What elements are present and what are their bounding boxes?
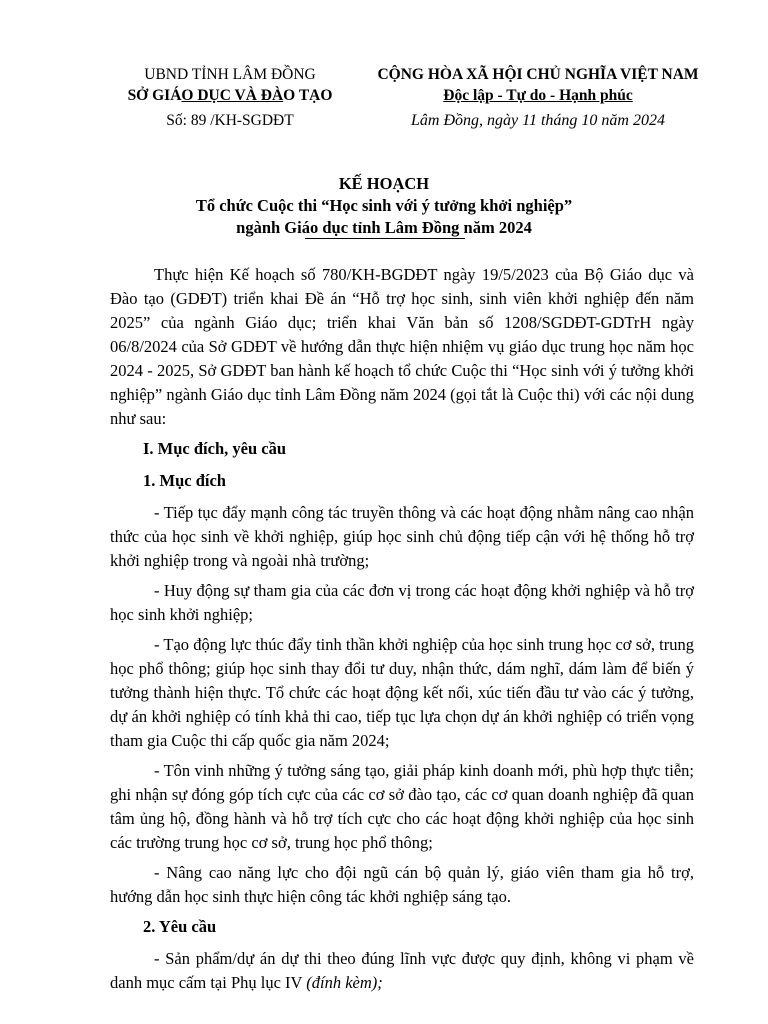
document-title-line-2: ngành Giáo dục tỉnh Lâm Đồng năm 2024 <box>236 218 532 237</box>
requirement-item <box>110 947 694 995</box>
issuing-authority-block <box>100 64 360 130</box>
national-motto: Độc lập - Tự do - Hạnh phúc <box>443 87 633 104</box>
purpose-item: - Tạo động lực thúc đẩy tinh thần khởi nghiệp của học sinh trung học cơ sở, trung học phổ thông; giúp học sinh thay đổi tư duy, nhận thức, dám nghĩ, dám làm để biến ý tưởng thành hiện thực. Tổ chức các hoạt động kết nối, xúc tiến đầu tư vào các ý tưởng, dự án khởi nghiệp có tính khả thi cao, tiếp tục lựa chọn dự án khởi nghiệp có triển vọng tham gia Cuộc thi cấp quốc gia năm 2024; <box>110 635 694 750</box>
document-number: Số: 89 /KH-SGDĐT <box>166 112 294 129</box>
national-heading-block <box>352 64 724 130</box>
section-heading-purpose-requirements: I. Mục đích, yêu cầu <box>143 439 287 458</box>
document-body <box>110 263 694 1001</box>
issue-date: Lâm Đồng, ngày 11 tháng 10 năm 2024 <box>411 112 665 129</box>
department-name-part-3: O TẠO <box>283 87 333 104</box>
parent-agency: UBND TỈNH LÂM ĐỒNG <box>144 66 316 83</box>
department-name-part-1: SỞ GIÁ <box>127 87 182 104</box>
title-underline-rule <box>305 238 465 239</box>
national-title: CỘNG HÒA XÃ HỘI CHỦ NGHĨA VIỆT NAM <box>377 66 699 83</box>
document-title-line-1: Tổ chức Cuộc thi “Học sinh với ý tưởng khởi nghiệp” <box>195 196 573 215</box>
intro-paragraph: Thực hiện Kế hoạch số 780/KH-BGDĐT ngày 19/5/2023 của Bộ Giáo dục và Đào tạo (GDĐT) triển khai Đề án “Hỗ trợ học sinh, sinh viên khởi nghiệp đến năm 2025” của ngành Giáo dục; triển khai Văn bản số 1208/SGDĐT-GDTrH ngày 06/8/2024 của Sở GDĐT về hướng dẫn thực hiện nhiệm vụ giáo dục trung học năm học 2024 - 2025, Sở GDĐT ban hành kế hoạch tổ chức Cuộc thi “Học sinh với ý tưởng khởi nghiệp” ngành Giáo dục tỉnh Lâm Đồng năm 2024 (gọi tắt là Cuộc thi) với các nội dung như sau: <box>110 265 694 428</box>
document-title-block <box>0 173 768 239</box>
document-type: KẾ HOẠCH <box>338 174 430 193</box>
purpose-item: - Nâng cao năng lực cho đội ngũ cán bộ quản lý, giáo viên tham gia hỗ trợ, hướng dẫn học sinh thực hiện công tác khởi nghiệp sáng tạo. <box>110 863 694 906</box>
subsection-heading-purpose: 1. Mục đích <box>143 471 226 490</box>
requirement-text: - Sản phẩm/dự án dự thi theo đúng lĩnh vực được quy định, không vi phạm về danh mục cấm tại Phụ lục IV <box>110 949 694 992</box>
department-name-part-2: O DỤC VÀ ĐÀ <box>181 87 284 104</box>
subsection-heading-requirements: 2. Yêu cầu <box>143 917 217 936</box>
purpose-item: - Tiếp tục đẩy mạnh công tác truyền thông và các hoạt động nhằm nâng cao nhận thức của học sinh về khởi nghiệp, giúp học sinh chủ động tiếp cận với hệ thống hỗ trợ khởi nghiệp trong và ngoài nhà trường; <box>110 503 694 570</box>
purpose-item: - Tôn vinh những ý tưởng sáng tạo, giải pháp kinh doanh mới, phù hợp thực tiễn; ghi nhận sự đóng góp tích cực của các cơ sở đào tạo, các cơ quan doanh nghiệp đã quan tâm ủng hộ, đồng hành và hỗ trợ tích cực cho các hoạt động khởi nghiệp của học sinh các trường trung học cơ sở, trung học phổ thông; <box>110 761 694 852</box>
requirement-note: (đính kèm); <box>306 973 383 992</box>
issuing-department <box>100 85 360 106</box>
purpose-item: - Huy động sự tham gia của các đơn vị trong các hoạt động khởi nghiệp và hỗ trợ học sinh khởi nghiệp; <box>110 581 694 624</box>
